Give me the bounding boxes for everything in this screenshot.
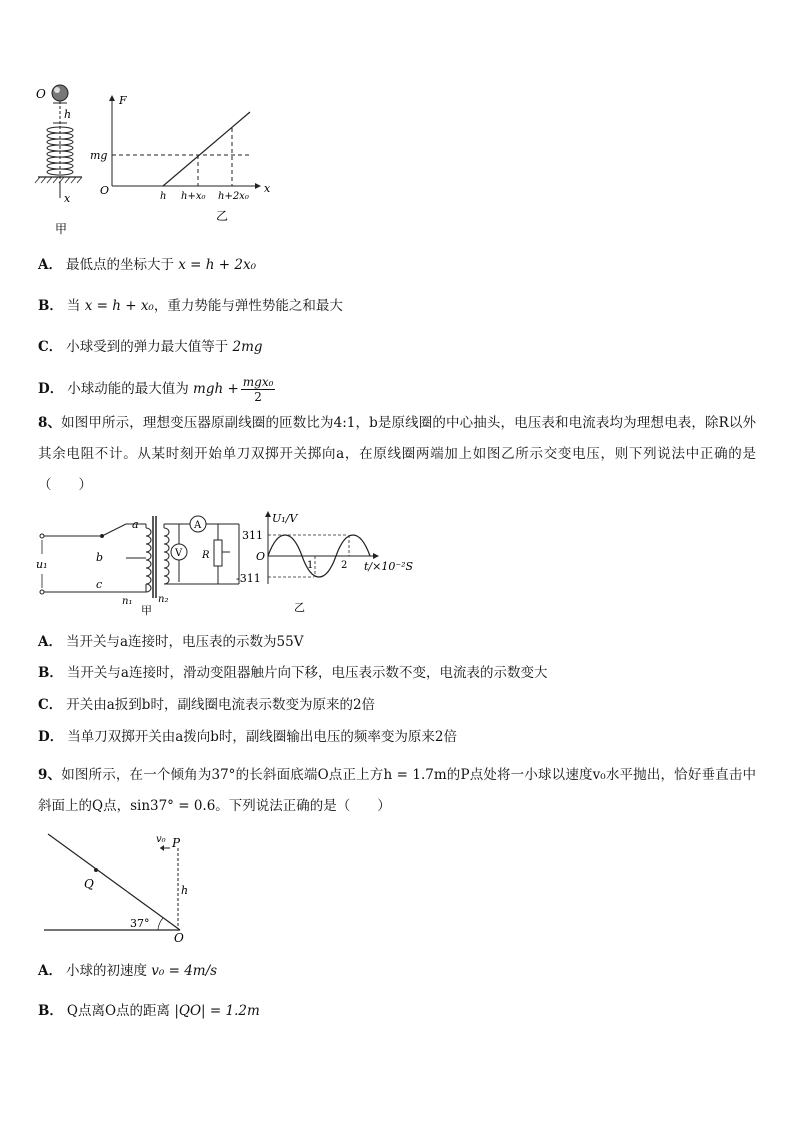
label-mg: mg	[90, 149, 108, 162]
ball	[52, 85, 68, 101]
force-graph	[88, 92, 278, 227]
force-line	[163, 112, 250, 186]
wave-x-axis: t/×10⁻²S	[364, 560, 414, 573]
voltage-waveform	[228, 506, 428, 618]
label-P: P	[172, 836, 181, 850]
label-O-slope: O	[174, 931, 184, 945]
incline-figure	[38, 830, 198, 945]
wave-max: 311	[242, 529, 263, 542]
voltmeter-label: V	[175, 548, 183, 559]
q7-option-c: C． 小球受到的弹力最大值等于 2mg	[38, 339, 263, 355]
q9-option-b: B． Q点离O点的距离 |QO| = 1.2m	[38, 1003, 260, 1019]
ammeter-label: A	[194, 520, 202, 531]
caption-jia: 甲	[55, 222, 68, 236]
axis-x: x	[264, 182, 271, 195]
label-angle: 37°	[130, 917, 150, 930]
label-u1: u₁	[36, 558, 48, 571]
q9-option-a: A． 小球的初速度 v₀ = 4m/s	[38, 963, 218, 979]
q7-option-a: A． 最低点的坐标大于 x = h + 2x₀	[38, 257, 256, 273]
tap-a: a	[132, 518, 139, 531]
fraction-mgx0-over-2: $\frac{\text{mgx₀}}{2}$	[242, 375, 274, 404]
wave-y-axis: U₁/V	[272, 512, 298, 525]
tap-c: c	[96, 578, 103, 591]
q8-option-b: B． 当开关与a连接时，滑动变阻器触片向下移，电压表示数不变，电流表的示数变大	[38, 665, 548, 681]
q8-stem: 8、如图甲所示，理想变压器原副线圈的匝数比为4:1，b是原线圈的中心抽头，电压表和电流表均为理想电表，除R以外其余电阻不计。从某时刻开始单刀双掷开关掷向a，在原线圈两端加上如图乙所示交变电压，则下列说法中正确的是（ ）	[38, 415, 756, 493]
caption-yi-wave: 乙	[294, 601, 305, 614]
q8-option-c: C． 开关由a扳到b时，副线圈电流表示数变为原来的2倍	[38, 697, 376, 713]
q8-option-a: A． 当开关与a连接时，电压表的示数为55V	[38, 634, 304, 650]
label-Q: Q	[84, 877, 94, 891]
label-n1: n₁	[122, 596, 133, 607]
label-h: h	[64, 108, 72, 121]
point-Q	[94, 868, 98, 872]
tick-h: h	[160, 191, 167, 202]
tick-h-x0: h+x₀	[181, 191, 206, 202]
wave-origin: O	[256, 550, 266, 563]
label-O: O	[36, 87, 46, 101]
tick-h-2x0: h+2x₀	[218, 191, 249, 202]
wave-min: -311	[236, 572, 261, 585]
wave-t2: 2	[341, 560, 348, 571]
spring-figure	[30, 80, 95, 240]
label-h-slope: h	[181, 884, 189, 897]
q9-stem: 9、如图所示，在一个倾角为37°的长斜面底端O点正上方h = 1.7m的P点处将一小球以速度v₀水平抛出，恰好垂直击中斜面上的Q点，sin37° = 0.6。下列说法正确的是（ ）	[38, 767, 756, 814]
resistor-label: R	[202, 550, 210, 561]
q7-option-d: D． 小球动能的最大值为 mgh + $\frac{\text{mgx₀}}{2}$	[38, 375, 274, 404]
tap-b: b	[96, 551, 104, 564]
label-x: x	[64, 192, 71, 205]
origin-O: O	[100, 184, 110, 197]
q7-option-b: B． 当 x = h + x₀，重力势能与弹性势能之和最大	[38, 298, 343, 314]
caption-jia-circuit: 甲	[141, 604, 152, 617]
label-v0: v₀	[156, 834, 166, 845]
q8-option-d: D． 当单刀双掷开关由a拨向b时，副线圈输出电压的频率变为原来2倍	[38, 729, 457, 745]
wave-t1: 1	[307, 560, 314, 571]
label-n2: n₂	[158, 594, 169, 605]
axis-F: F	[119, 94, 127, 107]
caption-yi: 乙	[216, 209, 229, 223]
